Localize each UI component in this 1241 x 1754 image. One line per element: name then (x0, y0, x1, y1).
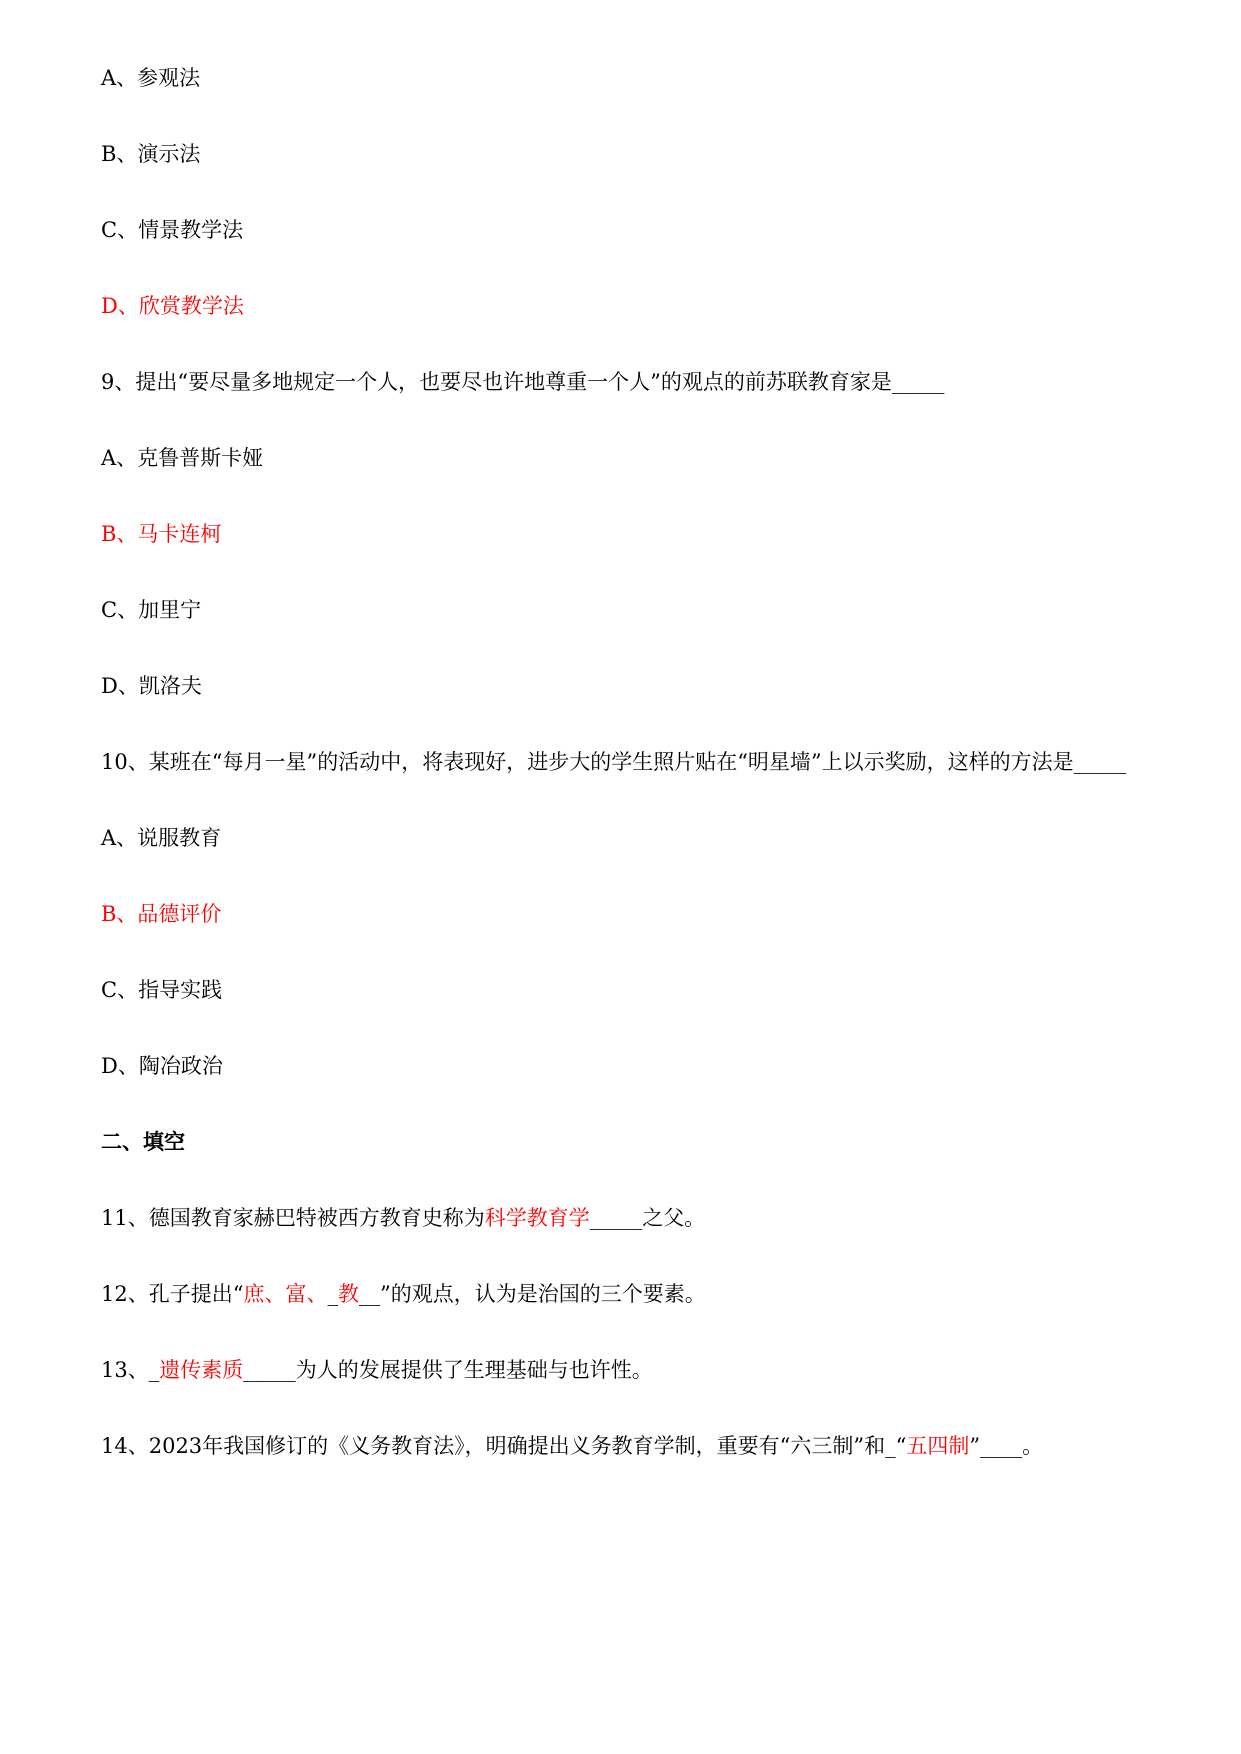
q10-option-b-answer: B、品德评价 (101, 902, 222, 926)
q10-option-d: D、陶冶政治 (101, 1054, 223, 1078)
q10-option-c: C、指导实践 (101, 978, 223, 1002)
q12-answer-part2: 教 (337, 1282, 359, 1306)
q12-text-mid: _ (327, 1282, 338, 1306)
q11-line (101, 1204, 705, 1232)
q9-option-d: D、凯洛夫 (101, 674, 202, 698)
q11-text-pre: 11、德国教育家赫巴特被西方教育史称为 (101, 1206, 485, 1230)
q10-stem: 10、某班在“每月一星”的活动中，将表现好，进步大的学生照片贴在“明星墙”上以示奖励，这样的方法是_____ (101, 750, 1127, 774)
q13-line (101, 1356, 653, 1384)
q14-line (101, 1432, 1043, 1460)
q9-stem: 9、提出“要尽量多地规定一个人，也要尽也许地尊重一个人”的观点的前苏联教育家是_____ (101, 370, 945, 394)
q10-option-a: A、说服教育 (101, 826, 222, 850)
q13-text-post: _____为人的发展提供了生理基础与也许性。 (243, 1358, 653, 1382)
q14-text-pre: 14、2023年我国修订的《义务教育法》，明确提出义务教育学制，重要有“六三制”和_“ (101, 1434, 907, 1458)
q12-text-post: __”的观点，认为是治国的三个要素。 (358, 1282, 706, 1306)
q13-text-pre: 13、_ (101, 1358, 160, 1382)
q8-option-a: A、参观法 (101, 66, 201, 90)
q9-option-c: C、加里宁 (101, 598, 202, 622)
section-heading-fill-in: 二、填空 (101, 1129, 185, 1154)
q12-answer-part1: 庶、富、 (243, 1282, 328, 1306)
q8-option-c: C、情景教学法 (101, 218, 244, 242)
q12-text-pre: 12、孔子提出“ (101, 1282, 244, 1306)
q14-answer: 五四制 (906, 1434, 970, 1458)
q8-option-d-answer: D、欣赏教学法 (101, 294, 244, 318)
q11-answer: 科学教育学 (484, 1206, 590, 1230)
q9-option-b-answer: B、马卡连柯 (101, 522, 222, 546)
q8-option-b: B、演示法 (101, 142, 201, 166)
q9-option-a: A、克鲁普斯卡娅 (101, 446, 264, 470)
q14-text-post: ”____。 (969, 1434, 1044, 1458)
q13-answer: 遗传素质 (159, 1358, 244, 1382)
q11-text-post: _____之父。 (589, 1206, 706, 1230)
q12-line (101, 1280, 706, 1308)
